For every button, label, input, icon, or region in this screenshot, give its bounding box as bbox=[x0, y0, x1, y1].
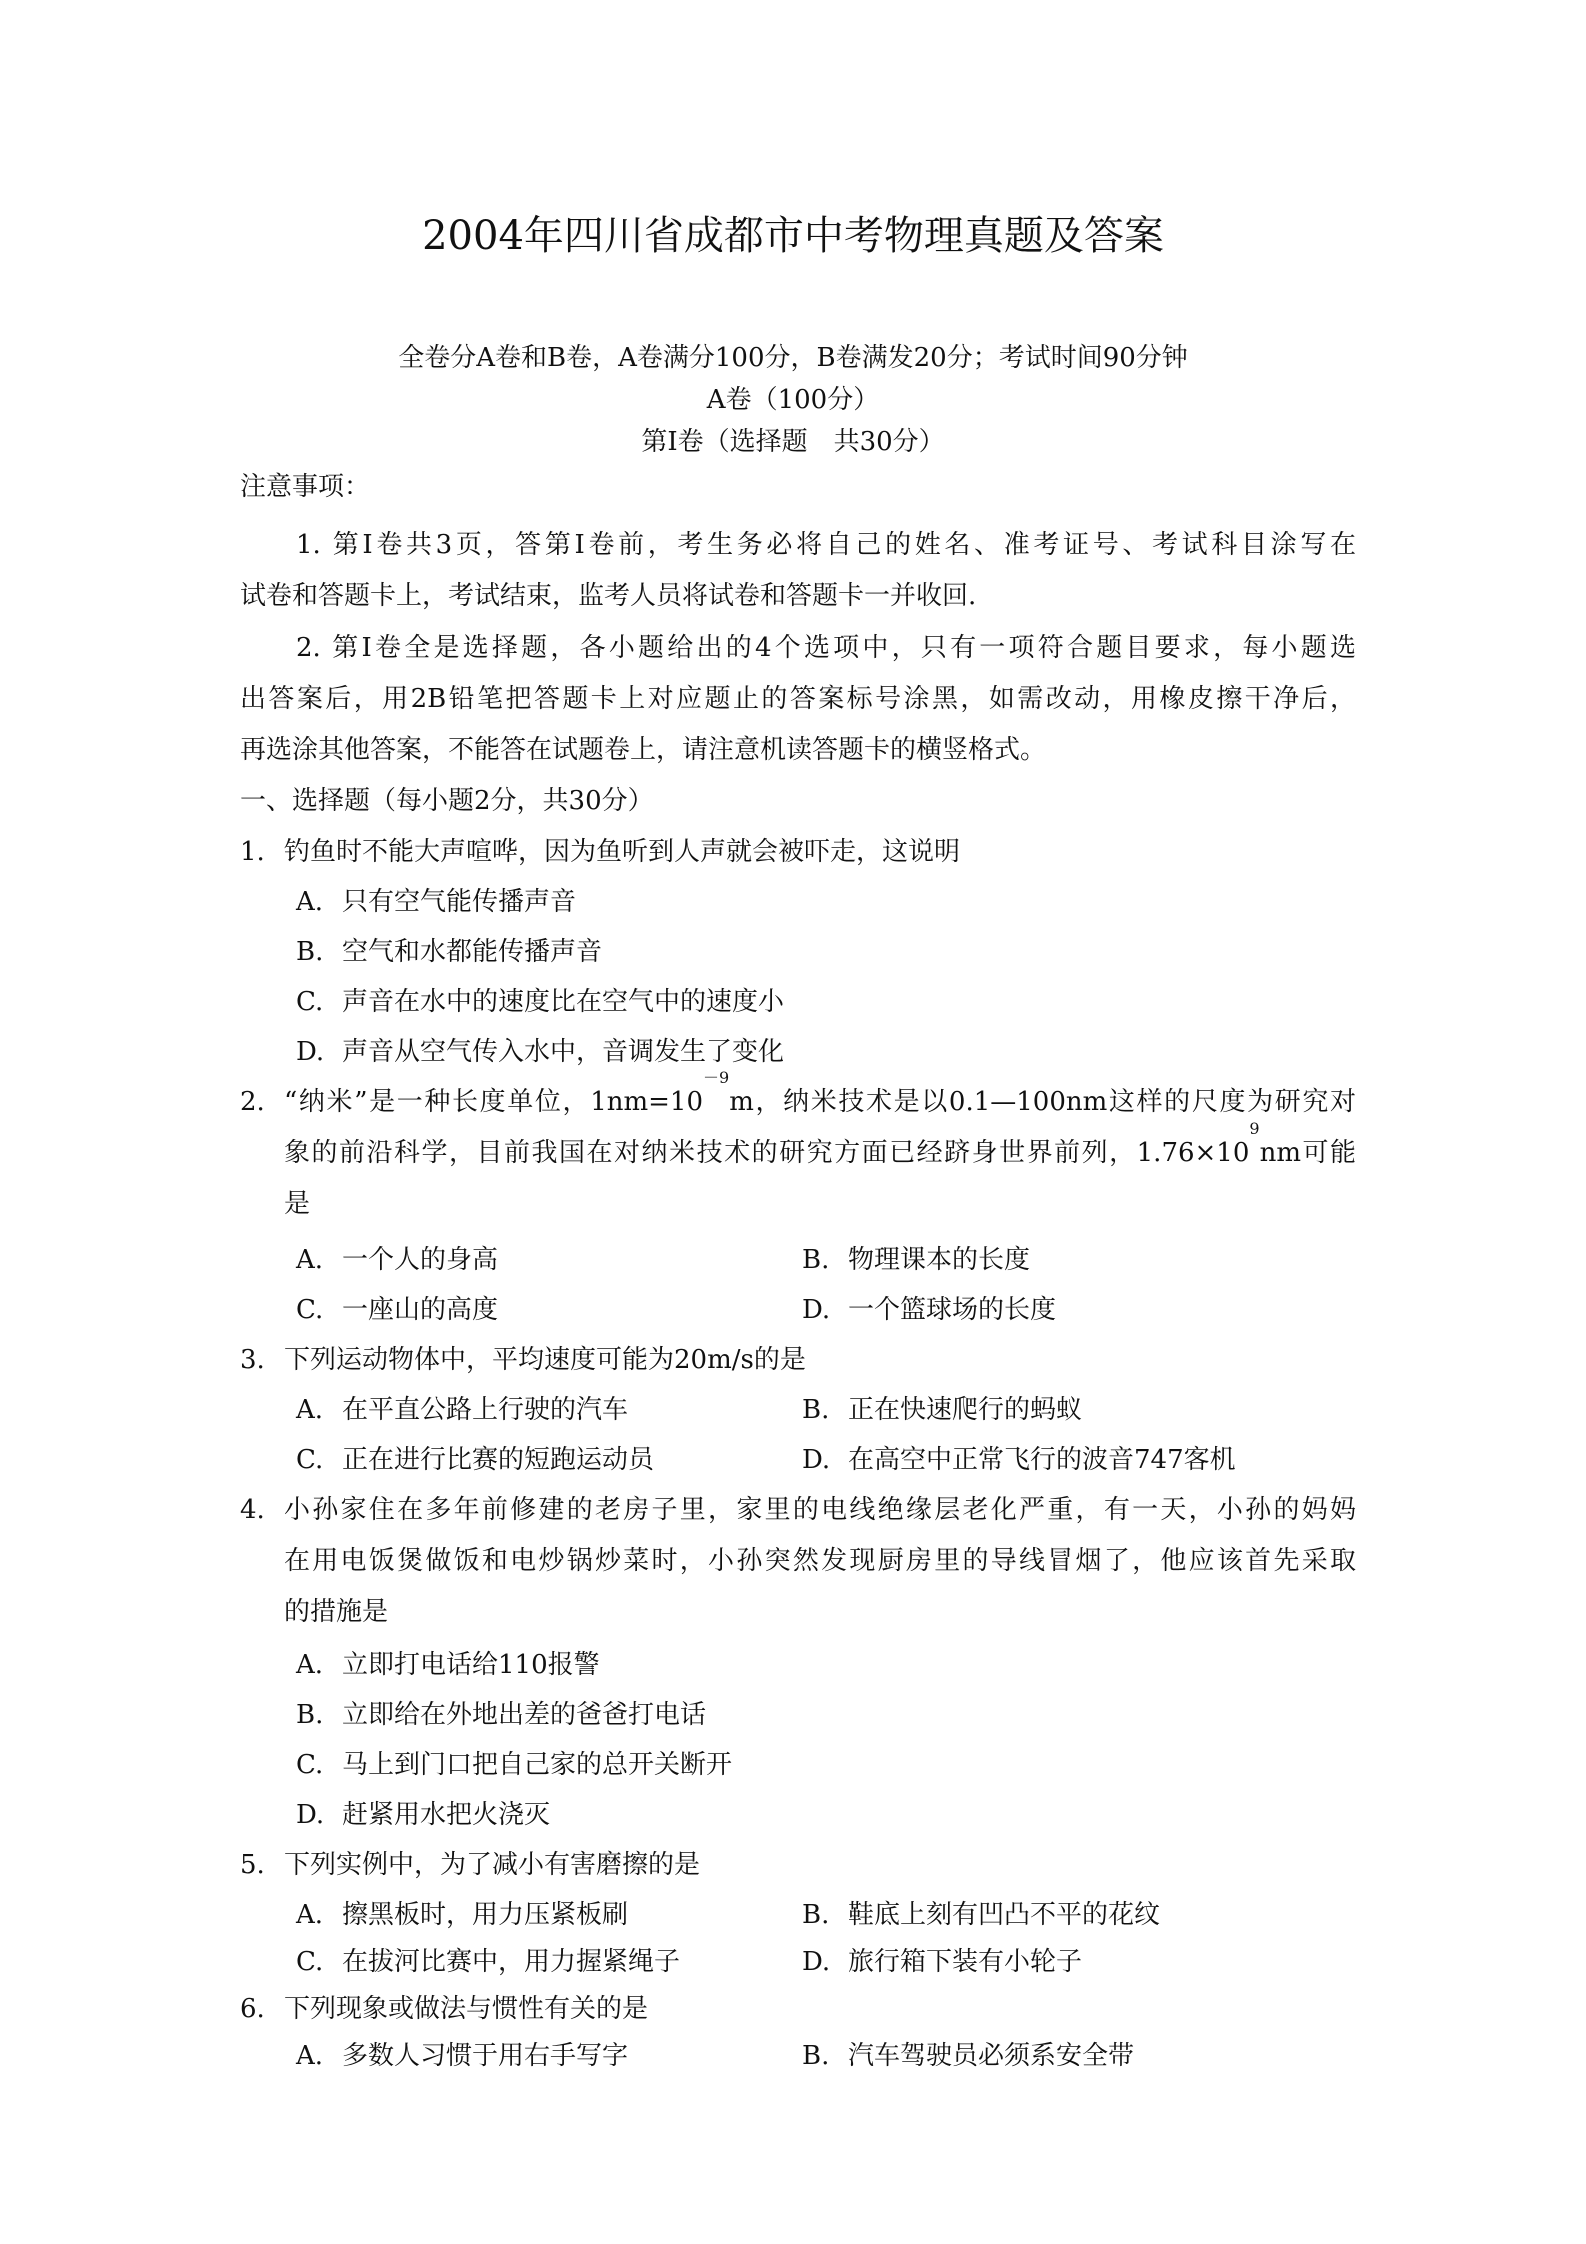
notes-heading: 注意事项： bbox=[240, 472, 371, 502]
question-3: 3. 下列运动物体中，平均速度可能为20m/s的是 bbox=[240, 1345, 806, 1375]
q1-option-a: A. 只有空气能传播声音 bbox=[296, 887, 577, 917]
q4-stem-line-3: 的措施是 bbox=[284, 1597, 389, 1627]
q6-option-b: B. 汽车驾驶员必须系安全带 bbox=[802, 2041, 1135, 2071]
q1-option-d: D. 声音从空气传入水中，音调发生了变化 bbox=[296, 1037, 785, 1067]
q3-option-a: A. 在平直公路上行驶的汽车 bbox=[296, 1395, 629, 1425]
q2-option-a: A. 一个人的身高 bbox=[296, 1245, 499, 1275]
page-title: 2004年四川省成都市中考物理真题及答案 bbox=[422, 213, 1164, 259]
question-6: 6. 下列现象或做法与惯性有关的是 bbox=[240, 1994, 649, 2024]
note-2-line-1: 2. 第I卷全是选择题，各小题给出的4个选项中，只有一项符合题目要求，每小题选 bbox=[296, 633, 1356, 663]
section-1-heading: 一、选择题（每小题2分，共30分） bbox=[240, 786, 654, 816]
volume-a-heading: A卷（100分） bbox=[706, 385, 880, 415]
q4-option-d: D. 赶紧用水把火浇灭 bbox=[296, 1800, 551, 1830]
q2-stem-line-1: “纳米”是一种长度单位，$1nm=10^{-9}m$，纳米技术是以0.1—100nm这样的尺度为研究对 bbox=[284, 1068, 1356, 1117]
q4-stem-line-2: 在用电饭煲做饭和电炒锅炒菜时，小孙突然发现厨房里的导线冒烟了，他应该首先采取 bbox=[284, 1546, 1356, 1576]
note-2-line-3: 再选涂其他答案，不能答在试题卷上，请注意机读答题卡的横竖格式。 bbox=[240, 735, 1047, 765]
q5-option-b: B. 鞋底上刻有凹凸不平的花纹 bbox=[802, 1900, 1161, 1930]
q4-stem-line-1: 小孙家住在多年前修建的老房子里，家里的电线绝缘层老化严重，有一天，小孙的妈妈 bbox=[284, 1495, 1356, 1525]
note-1-line-2: 试卷和答题卡上，考试结束，监考人员将试卷和答题卡一并收回. bbox=[240, 581, 977, 611]
q4-number: 4. bbox=[240, 1495, 265, 1525]
q3-option-c: C. 正在进行比赛的短跑运动员 bbox=[296, 1445, 655, 1475]
q4-option-c: C. 马上到门口把自己家的总开关断开 bbox=[296, 1750, 733, 1780]
q6-option-a: A. 多数人习惯于用右手写字 bbox=[296, 2041, 629, 2071]
q2-option-c: C. 一座山的高度 bbox=[296, 1295, 499, 1325]
note-1-line-1: 1. 第I卷共3页，答第I卷前，考生务必将自己的姓名、准考证号、考试科目涂写在 bbox=[296, 530, 1356, 560]
q2-number: 2. bbox=[240, 1087, 265, 1117]
question-number: 1. bbox=[240, 837, 265, 867]
exam-info-line: 全卷分A卷和B卷，A卷满分100分，B卷满发20分；考试时间90分钟 bbox=[398, 343, 1188, 373]
q3-option-b: B. 正在快速爬行的蚂蚁 bbox=[802, 1395, 1083, 1425]
q4-option-a: A. 立即打电话给110报警 bbox=[296, 1650, 600, 1680]
question-5: 5. 下列实例中，为了减小有害磨擦的是 bbox=[240, 1850, 701, 1880]
q2-stem-line-2: 象的前沿科学，目前我国在对纳米技术的研究方面已经跻身世界前列，$1.76\times 10^9nm$可能 bbox=[284, 1119, 1357, 1168]
q1-option-b: B. 空气和水都能传播声音 bbox=[296, 937, 603, 967]
q5-option-c: C. 在拔河比赛中，用力握紧绳子 bbox=[296, 1947, 681, 1977]
note-2-line-2: 出答案后，用2B铅笔把答题卡上对应题止的答案标号涂黑，如需改动，用橡皮擦干净后， bbox=[240, 684, 1356, 714]
q2-stem-line-3: 是 bbox=[284, 1189, 311, 1219]
q5-option-a: A. 擦黑板时，用力压紧板刷 bbox=[296, 1900, 629, 1930]
part-1-heading: 第I卷（选择题 共30分） bbox=[641, 427, 945, 457]
question-stem: 钓鱼时不能大声喧哗，因为鱼听到人声就会被吓走，这说明 bbox=[284, 837, 961, 867]
question-1 bbox=[240, 832, 960, 872]
q2-option-b: B. 物理课本的长度 bbox=[802, 1245, 1031, 1275]
q1-option-c: C. 声音在水中的速度比在空气中的速度小 bbox=[296, 987, 785, 1017]
q5-option-d: D. 旅行箱下装有小轮子 bbox=[802, 1947, 1083, 1977]
q4-option-b: B. 立即给在外地出差的爸爸打电话 bbox=[296, 1700, 707, 1730]
q3-option-d: D. 在高空中正常飞行的波音747客机 bbox=[802, 1445, 1236, 1475]
q2-option-d: D. 一个篮球场的长度 bbox=[802, 1295, 1057, 1325]
